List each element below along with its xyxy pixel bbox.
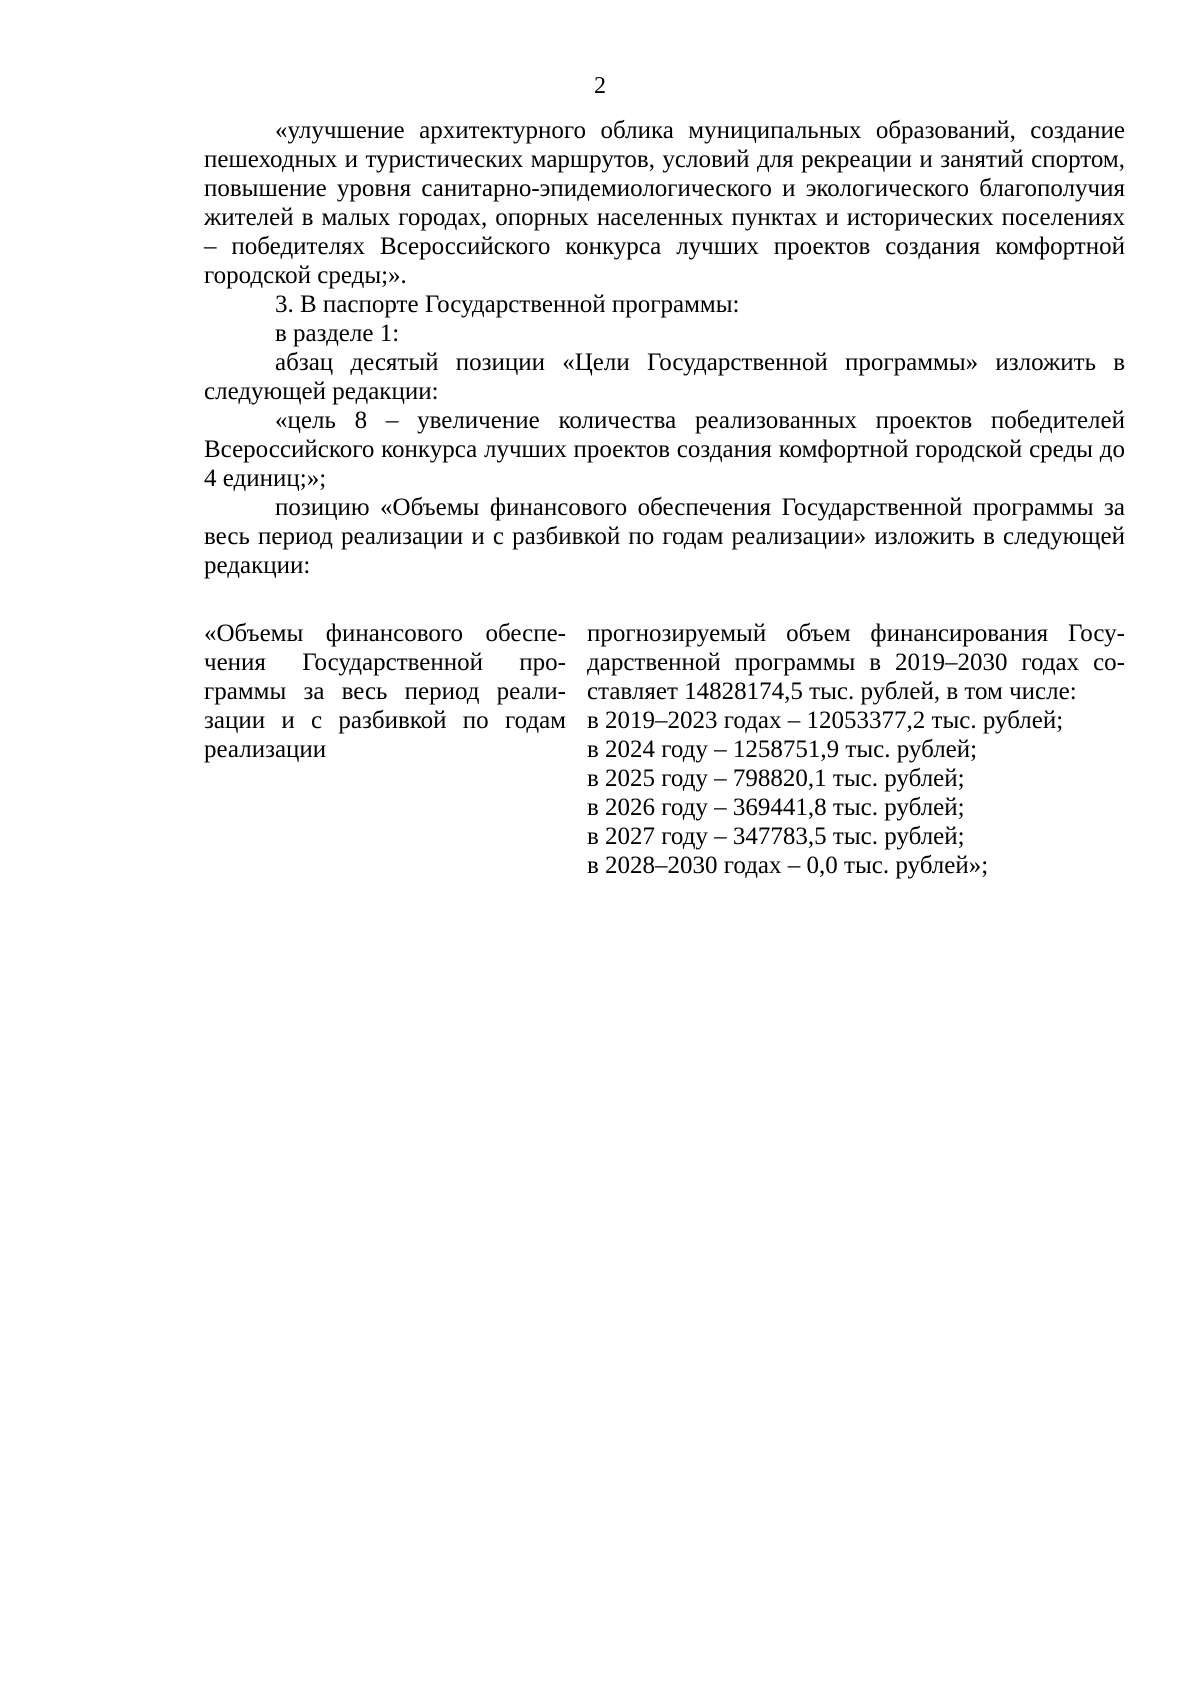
paragraph-section-1: в разделе 1: xyxy=(275,320,400,347)
financing-year-line: в 2026 году – 369441,8 тыс. рублей; xyxy=(587,794,965,821)
page-number: 2 xyxy=(594,73,606,99)
paragraph-goal-8: «цель 8 – увеличение количества реализованных проектов победителей Всероссийского конкурса лучших проектов создания комфортной городской среды до 4 единиц;»; xyxy=(204,407,1125,492)
document-body xyxy=(204,116,1125,580)
financing-year-line: в 2019–2023 годах – 12053377,2 тыс. рублей; xyxy=(587,707,1064,734)
financing-total-text: прогнозируемый объем финансирования Государственной программы в 2019–2030 годах составляет 14828174,5 тыс. рублей, в том числе: xyxy=(587,620,1125,705)
paragraph-tenth-abzac: абзац десятый позиции «Цели Государственной программы» изложить в следующей редакции: xyxy=(204,349,1125,405)
financing-year-line: в 2027 году – 347783,5 тыс. рублей; xyxy=(587,823,965,850)
financing-year-line: в 2028–2030 годах – 0,0 тыс. рублей»; xyxy=(587,852,989,879)
financing-year-line: в 2024 году – 1258751,9 тыс. рублей; xyxy=(587,736,978,763)
paragraph-item-3: 3. В паспорте Государственной программы: xyxy=(275,291,740,318)
financing-table-values xyxy=(587,619,1125,880)
paragraph-quoted-goal-text: «улучшение архитектурного облика муниципальных образований, создание пешеходных и туристических маршрутов, условий для рекреации и занятий спортом, повышение уровня санитарно-эпидемиологического и экологического благополучия жителей в малых городах, опорных населенных пунктах и исторических поселениях – победителях Всероссийского конкурса лучших проектов создания комфортной городской среды;». xyxy=(204,117,1125,289)
financing-year-line: в 2025 году – 798820,1 тыс. рублей; xyxy=(587,765,965,792)
paragraph-financing-position: позицию «Объемы финансового обеспечения Государственной программы за весь период реализации и с разбивкой по годам реализации» изложить в следующей редакции: xyxy=(204,494,1125,579)
financing-table-label: «Объемы финансового обеспечения Государственной программы за весь период реализации и с разбивкой по годам реализации xyxy=(204,620,566,763)
